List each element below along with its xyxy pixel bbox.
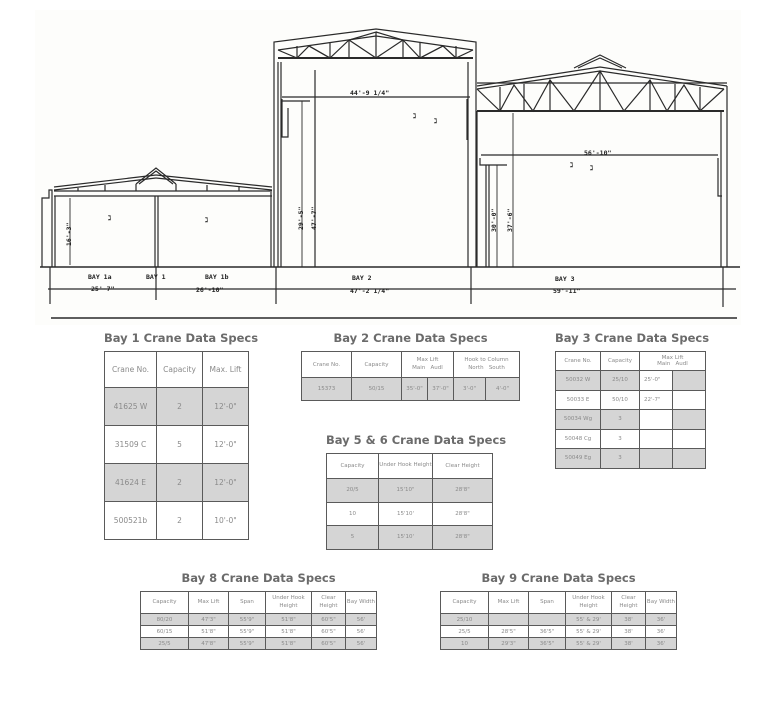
bay3-width: 59'-11"	[553, 287, 581, 295]
table-row	[105, 426, 249, 464]
cell-span: 55'9"	[229, 614, 266, 626]
cell-crane-no: 50048 Cg	[556, 429, 601, 449]
cell-crane-no: 31509 C	[105, 426, 157, 464]
cell-max-lift	[489, 614, 529, 626]
table-row	[141, 638, 377, 650]
header-max-lift: Max Lift	[189, 592, 229, 614]
hook-label: Hook to Column	[464, 356, 509, 363]
cell-clear-height: 38'	[612, 638, 646, 650]
header-clear-height: Clear Height	[433, 454, 493, 479]
header-under-hook-height: Under Hook Height	[379, 454, 433, 479]
header-crane-no: Crane No.	[302, 352, 352, 378]
bay56-title: Bay 5 & 6 Crane Data Specs	[326, 433, 507, 447]
cell-capacity: 2	[157, 502, 203, 540]
bay2-label: BAY 2	[352, 274, 372, 282]
cell-crane-no: 41624 E	[105, 464, 157, 502]
bay9-specs	[440, 571, 677, 650]
bay1-specs	[104, 331, 258, 540]
cell-under-hook-height: 51'8"	[266, 638, 312, 650]
table-row	[441, 638, 677, 650]
cell-max-lift: 51'8"	[189, 626, 229, 638]
cell-capacity: 80/20	[141, 614, 189, 626]
bay1-structure	[42, 168, 272, 267]
cell-capacity: 2	[157, 464, 203, 502]
header-crane-no: Crane No.	[556, 352, 601, 371]
cell-capacity: 60/15	[141, 626, 189, 638]
header-capacity: Capacity	[352, 352, 402, 378]
cell-max-lift-main: 22'-7"	[640, 390, 673, 410]
cell-crane-no: 50049 Eg	[556, 449, 601, 469]
cell-span	[529, 614, 566, 626]
bay56-specs	[326, 433, 506, 550]
cell-bay-width: 56'	[346, 638, 377, 650]
cell-under-hook-height: 15'10'	[379, 502, 433, 526]
svg-text:ℷ: ℷ	[413, 112, 417, 120]
cell-capacity: 3	[601, 429, 640, 449]
cell-max-lift-audl	[673, 449, 706, 469]
cell-clear-height: 60'5"	[312, 626, 346, 638]
cell-under-hook-height: 51'8"	[266, 626, 312, 638]
bay1-label: BAY 1	[146, 273, 166, 281]
cell-crane-no: 500521b	[105, 502, 157, 540]
cell-crane-no: 50032 W	[556, 371, 601, 391]
cell-max-lift: 12'-0"	[203, 464, 249, 502]
cell-max-lift-audl: 37'-0"	[428, 378, 454, 401]
header-max-lift	[402, 352, 454, 378]
table-row	[327, 526, 493, 550]
cell-max-lift: 47'3"	[189, 614, 229, 626]
bay3-hook-height-label: 30'-0"	[490, 208, 498, 232]
table-row	[556, 410, 706, 430]
bay3-label: BAY 3	[555, 275, 575, 283]
cell-clear-height: 38'	[612, 626, 646, 638]
table-header-row	[105, 352, 249, 388]
cell-bay-width: 56'	[346, 614, 377, 626]
cell-clear-height: 28'8"	[433, 479, 493, 503]
table-row	[105, 502, 249, 540]
header-max-lift	[640, 352, 706, 371]
header-clear-height: Clear Height	[312, 592, 346, 614]
header-hook-to-column	[454, 352, 520, 378]
table-header-row	[141, 592, 377, 614]
cell-max-lift: 12'-0"	[203, 426, 249, 464]
cell-under-hook-height: 15'10"	[379, 479, 433, 503]
bay9-title: Bay 9 Crane Data Specs	[481, 571, 636, 585]
cell-span: 36'5"	[529, 626, 566, 638]
cell-capacity: 25/10	[601, 371, 640, 391]
bay2-structure	[274, 29, 476, 267]
table-row	[556, 429, 706, 449]
table-header-row	[327, 454, 493, 479]
cell-capacity: 3	[601, 410, 640, 430]
cell-max-lift-audl	[673, 410, 706, 430]
building-elevation-drawing	[35, 10, 741, 325]
cell-capacity: 50/10	[601, 390, 640, 410]
cell-capacity: 25/10	[441, 614, 489, 626]
table-row	[327, 479, 493, 503]
cell-capacity: 10	[327, 502, 379, 526]
bay3-title: Bay 3 Crane Data Specs	[555, 331, 710, 345]
cell-under-hook-height: 55' & 29'	[566, 626, 612, 638]
bay1a-width: 25'-7"	[91, 285, 115, 293]
hook-sub-label: North South	[468, 364, 505, 371]
svg-text:ℷ: ℷ	[434, 117, 438, 125]
header-bay-width: Bay Width	[346, 592, 377, 614]
header-under-hook-height: Under Hook Height	[266, 592, 312, 614]
header-crane-no: Crane No.	[105, 352, 157, 388]
header-span: Span	[529, 592, 566, 614]
cell-clear-height: 28'8"	[433, 502, 493, 526]
cell-bay-width: 36'	[646, 614, 677, 626]
cell-max-lift-audl	[673, 390, 706, 410]
bay8-specs	[140, 571, 377, 650]
table-row	[556, 390, 706, 410]
table-header-row	[441, 592, 677, 614]
header-capacity: Capacity	[157, 352, 203, 388]
bay1-height-label: 16'-3"	[65, 222, 73, 246]
max-lift-sub-label: Main Audl	[657, 361, 688, 367]
cell-capacity: 10	[441, 638, 489, 650]
header-bay-width: Bay Width	[646, 592, 677, 614]
cell-span: 55'9"	[229, 638, 266, 650]
table-row	[105, 464, 249, 502]
svg-text:ℷ: ℷ	[570, 161, 574, 169]
cell-capacity: 2	[157, 388, 203, 426]
bay2-title: Bay 2 Crane Data Specs	[333, 331, 488, 345]
cell-max-lift: 12'-0"	[203, 388, 249, 426]
table-row	[441, 626, 677, 638]
bay8-table	[140, 591, 377, 650]
cell-bay-width: 36'	[646, 626, 677, 638]
cell-capacity: 25/5	[441, 626, 489, 638]
bay3-specs	[555, 331, 709, 469]
cell-max-lift: 28'5"	[489, 626, 529, 638]
bay3-clear-height-label: 37'-6"	[506, 208, 514, 232]
cell-hook-north: 3'-0"	[454, 378, 486, 401]
cell-clear-height: 28'8"	[433, 526, 493, 550]
bay9-table	[440, 591, 677, 650]
cell-under-hook-height: 55' & 29'	[566, 638, 612, 650]
cell-max-lift-audl	[673, 429, 706, 449]
bay3-table	[555, 351, 706, 469]
header-capacity: Capacity	[141, 592, 189, 614]
max-lift-label: Max Lift	[416, 356, 439, 363]
cell-capacity: 3	[601, 449, 640, 469]
cell-max-lift-main: 25'-0"	[640, 371, 673, 391]
table-row	[141, 614, 377, 626]
header-max-lift: Max. Lift	[203, 352, 249, 388]
bay8-title: Bay 8 Crane Data Specs	[181, 571, 336, 585]
bay2-width: 47'-2 1/4"	[350, 287, 390, 295]
cell-hook-south: 4'-0"	[486, 378, 520, 401]
max-lift-label: Max Lift	[661, 354, 684, 361]
bay1-table	[104, 351, 249, 540]
bay3-structure	[477, 55, 727, 267]
cell-clear-height: 60'5"	[312, 614, 346, 626]
cell-crane-no: 50034 Wg	[556, 410, 601, 430]
bay2-clear-height-label: 47'-7"	[310, 206, 318, 230]
cell-max-lift-main: 35'-0"	[402, 378, 428, 401]
cell-max-lift: 10'-0"	[203, 502, 249, 540]
bay2-span-label: 44'-9 1/4"	[350, 89, 390, 97]
cell-max-lift-main	[640, 449, 673, 469]
cell-under-hook-height: 55' & 29'	[566, 614, 612, 626]
table-row	[327, 502, 493, 526]
table-header-row	[556, 352, 706, 371]
bay56-table	[326, 453, 493, 550]
cell-capacity: 5	[327, 526, 379, 550]
bay2-specs	[301, 331, 520, 401]
bay1b-label: BAY 1b	[205, 273, 229, 281]
cell-span: 55'9"	[229, 626, 266, 638]
cell-crane-no: 41625 W	[105, 388, 157, 426]
header-clear-height: Clear Height	[612, 592, 646, 614]
cell-span: 36'5"	[529, 638, 566, 650]
bay2-table	[301, 351, 520, 401]
table-row	[141, 626, 377, 638]
cell-under-hook-height: 15'10'	[379, 526, 433, 550]
cell-bay-width: 56'	[346, 626, 377, 638]
bay1a-label: BAY 1a	[88, 273, 112, 281]
table-row	[441, 614, 677, 626]
cell-capacity: 20/5	[327, 479, 379, 503]
header-span: Span	[229, 592, 266, 614]
svg-text:ℷ: ℷ	[590, 164, 594, 172]
max-lift-sub-label: Main Audl	[412, 364, 443, 371]
cell-clear-height: 38'	[612, 614, 646, 626]
cell-crane-no: 15373	[302, 378, 352, 401]
table-header-row	[302, 352, 520, 378]
cell-clear-height: 60'5"	[312, 638, 346, 650]
table-row	[105, 388, 249, 426]
cell-max-lift: 47'8"	[189, 638, 229, 650]
table-row	[302, 378, 520, 401]
header-under-hook-height: Under Hook Height	[566, 592, 612, 614]
bay1-title: Bay 1 Crane Data Specs	[104, 331, 259, 345]
svg-text:ℷ: ℷ	[205, 216, 209, 224]
bay3-span-label: 56'-10"	[584, 149, 612, 157]
cell-max-lift-audl	[673, 371, 706, 391]
cell-max-lift-main	[640, 410, 673, 430]
table-row	[556, 449, 706, 469]
cell-capacity: 50/15	[352, 378, 402, 401]
table-row	[556, 371, 706, 391]
elevation-svg	[35, 10, 741, 325]
svg-text:ℷ: ℷ	[108, 214, 112, 222]
header-capacity: Capacity	[327, 454, 379, 479]
header-max-lift: Max Lift	[489, 592, 529, 614]
cell-under-hook-height: 51'8"	[266, 614, 312, 626]
cell-crane-no: 50033 E	[556, 390, 601, 410]
header-capacity: Capacity	[441, 592, 489, 614]
header-capacity: Capacity	[601, 352, 640, 371]
bay1b-width: 26'-10"	[196, 286, 224, 294]
cell-bay-width: 36'	[646, 638, 677, 650]
cell-capacity: 5	[157, 426, 203, 464]
cell-max-lift-main	[640, 429, 673, 449]
cell-max-lift: 29'3"	[489, 638, 529, 650]
bay2-hook-height-label: 29'-5"	[297, 206, 305, 230]
cell-capacity: 25/5	[141, 638, 189, 650]
